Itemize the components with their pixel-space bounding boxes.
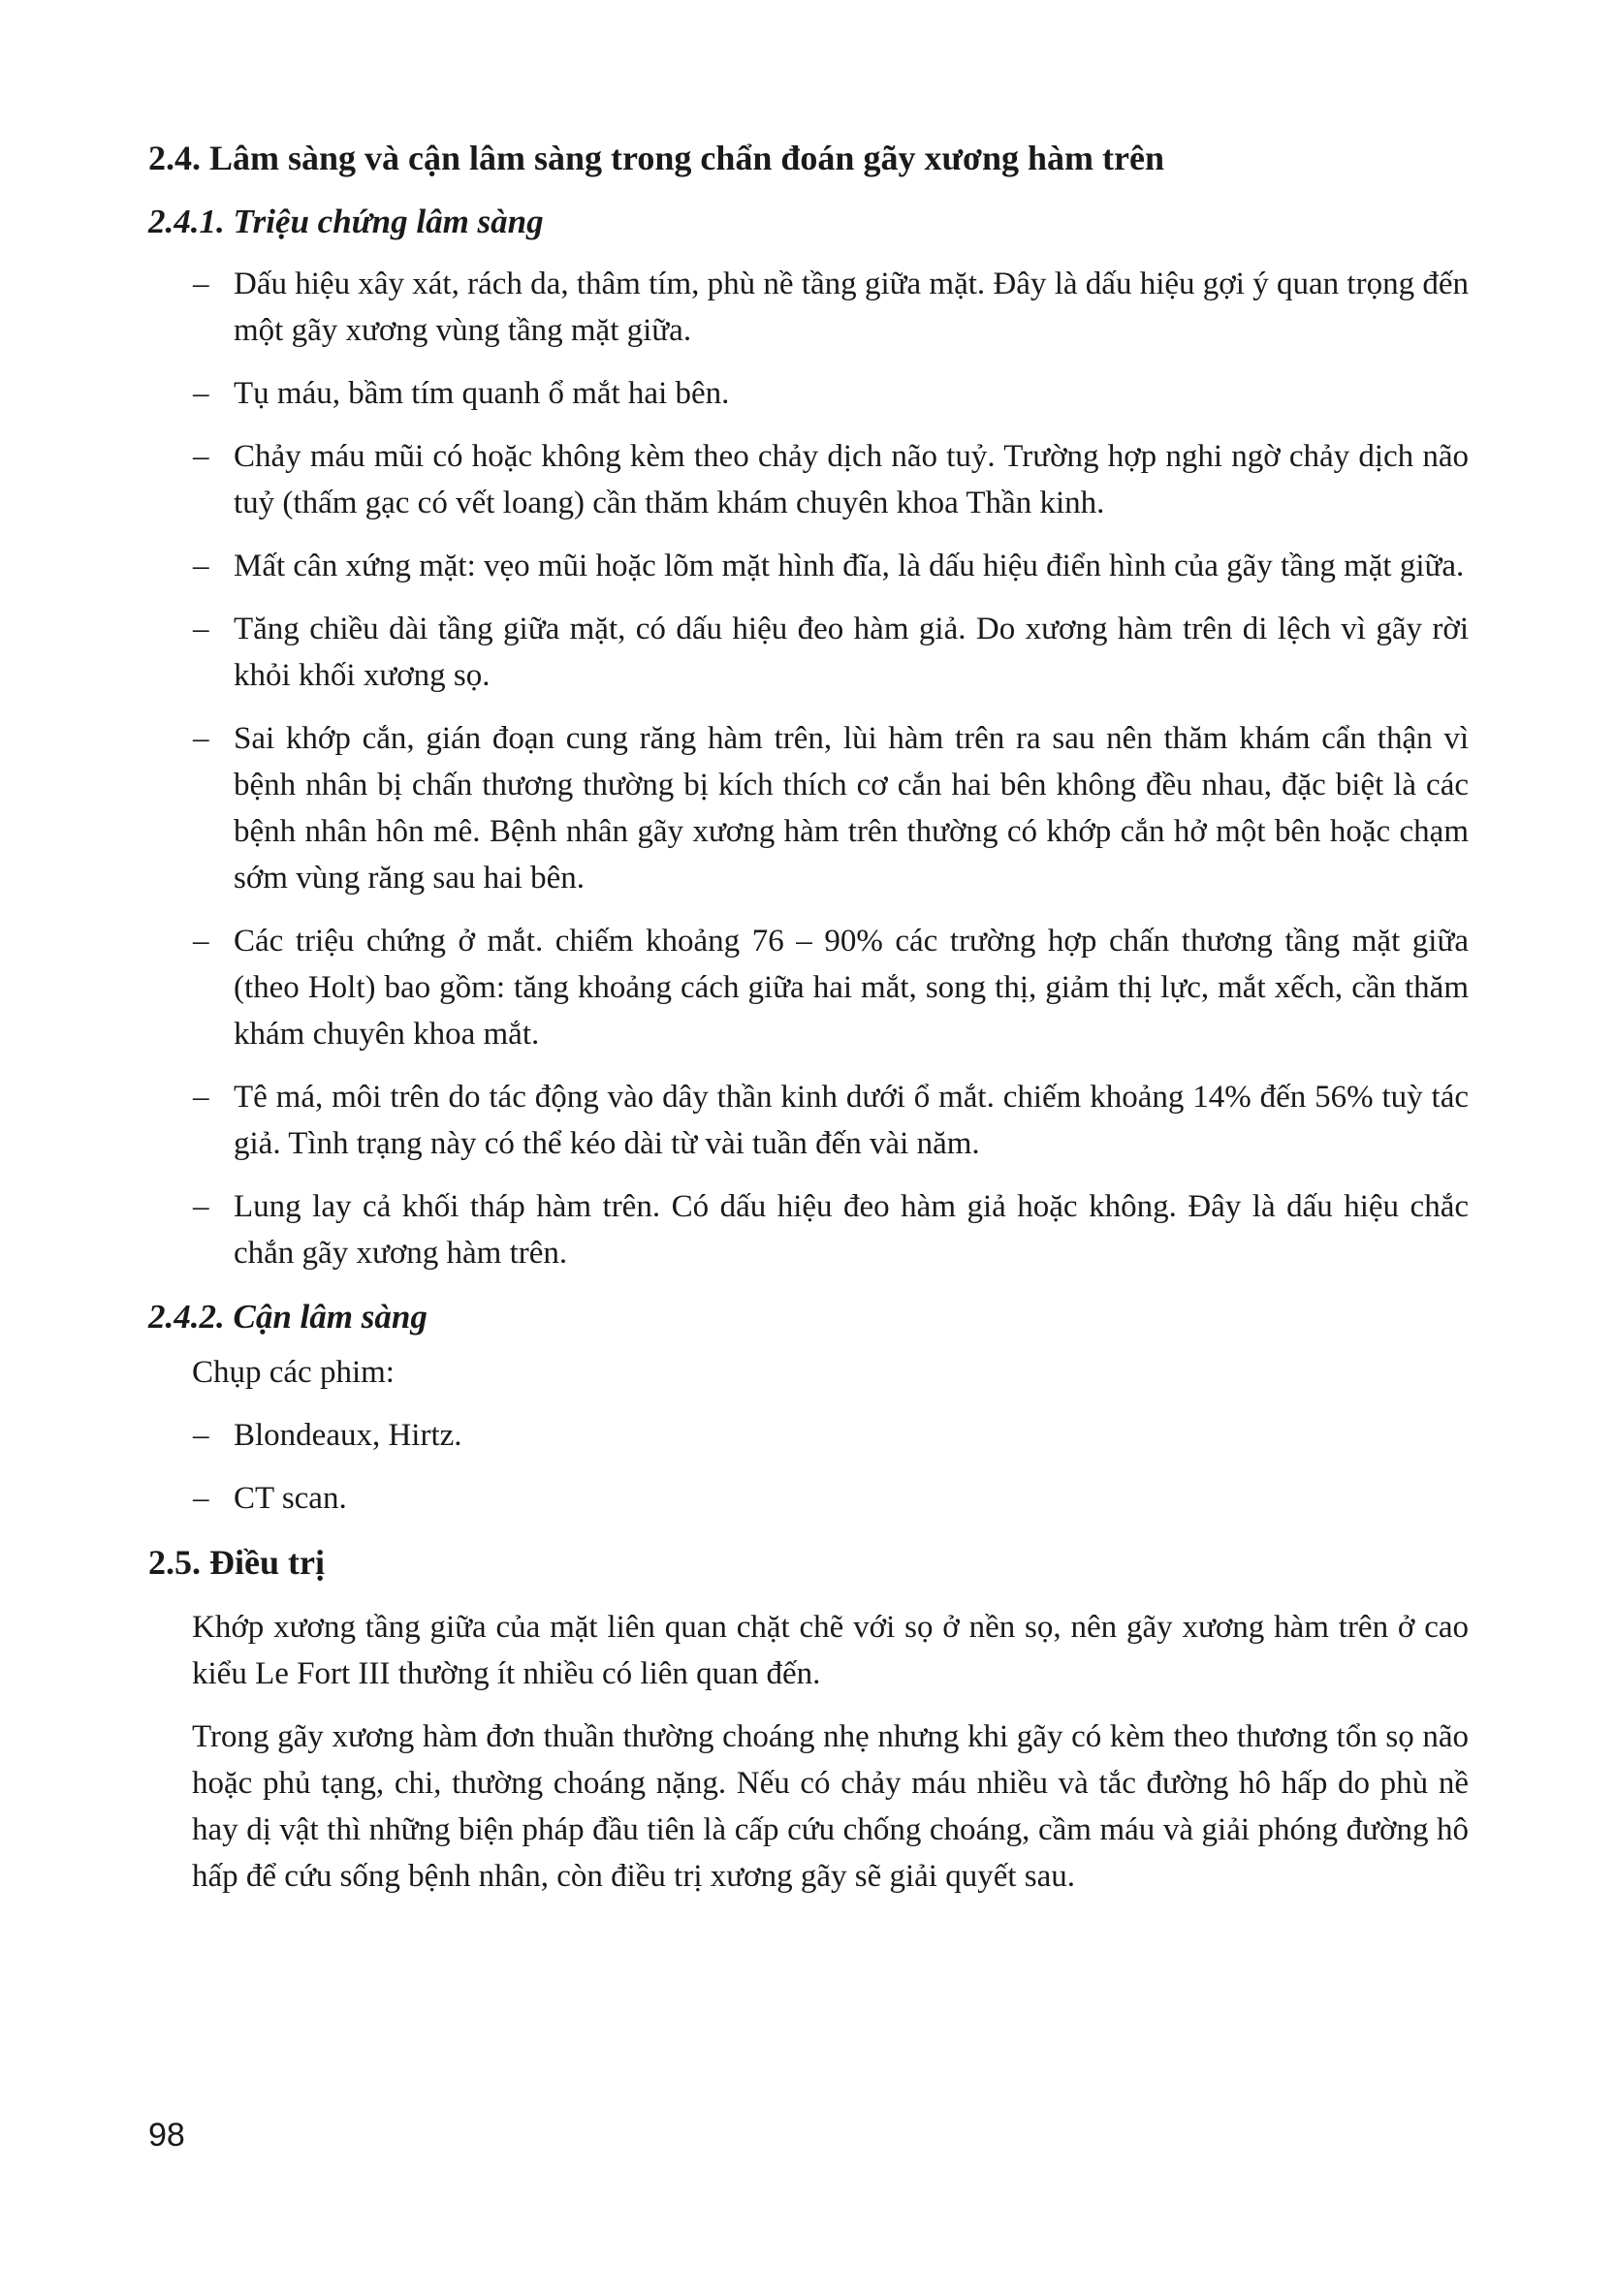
list-item-text: Các triệu chứng ở mắt. chiếm khoảng 76 – 90% các trường hợp chấn thương tầng mặt giữa (theo Holt) bao gồm: tăng khoảng cách giữa hai mắt, song thị, giảm thị lực, mắt xếch, cần thăm khám chuyên khoa mắt. [234,924,1469,1052]
list-item [148,1074,1469,1167]
list-item-text: Blondeaux, Hirtz. [234,1418,462,1453]
list-item-text: Tụ máu, bầm tím quanh ổ mắt hai bên. [234,376,730,411]
list-item [148,370,1469,417]
list-item-text: Sai khớp cắn, gián đoạn cung răng hàm trên, lùi hàm trên ra sau nên thăm khám cẩn thận vì bệnh nhân bị chấn thương thường bị kích thích cơ cắn hai bên không đều nhau, đặc biệt là các bệnh nhân hôn mê. Bệnh nhân gãy xương hàm trên thường có khớp cắn hở một bên hoặc chạm sớm vùng răng sau hai bên. [234,721,1469,896]
subsection-heading-2-4-2: 2.4.2. Cận lâm sàng [148,1298,428,1336]
list-item [148,1475,1469,1522]
treatment-paragraph: Trong gãy xương hàm đơn thuần thường choáng nhẹ nhưng khi gãy có kèm theo thương tổn sọ não hoặc phủ tạng, chi, thường choáng nặng. Nếu có chảy máu nhiều và tắc đường hô hấp do phù nề hay dị vật thì những biện pháp đầu tiên là cấp cứu chống choáng, cầm máu và giải phóng đường hô hấp để cứu sống bệnh nhân, còn điều trị xương gãy sẽ giải quyết sau. [192,1719,1469,1894]
list-item-text: CT scan. [234,1481,347,1516]
list-item [148,1412,1469,1459]
bullet-dash: – [193,1189,209,1224]
list-item-text: Dấu hiệu xây xát, rách da, thâm tím, phù nề tầng giữa mặt. Đây là dấu hiệu gợi ý quan trọng đến một gãy xương vùng tầng mặt giữa. [234,267,1469,348]
list-item-text: Mất cân xứng mặt: vẹo mũi hoặc lõm mặt hình đĩa, là dấu hiệu điển hình của gãy tầng mặt giữa. [234,549,1465,583]
page-content [148,134,1469,1916]
subsection-heading-2-4-1: 2.4.1. Triệu chứng lâm sàng [148,203,544,240]
bullet-dash: – [193,1481,209,1516]
list-item-text: Tê má, môi trên do tác động vào dây thần kinh dưới ổ mắt. chiếm khoảng 14% đến 56% tuỳ tác giả. Tình trạng này có thể kéo dài từ vài tuần đến vài năm. [234,1080,1469,1161]
bullet-dash: – [193,549,209,583]
list-item-text: Chảy máu mũi có hoặc không kèm theo chảy dịch não tuỷ. Trường hợp nghi ngờ chảy dịch não tuỷ (thấm gạc có vết loang) cần thăm khám chuyên khoa Thần kinh. [234,439,1469,520]
clinical-symptoms-list [148,261,1469,1276]
list-item-text: Tăng chiều dài tầng giữa mặt, có dấu hiệu đeo hàm giả. Do xương hàm trên di lệch vì gãy rời khỏi khối xương sọ. [234,612,1469,693]
list-item [148,543,1469,589]
list-item [148,606,1469,699]
list-item [148,715,1469,901]
section-heading-2-4: 2.4. Lâm sàng và cận lâm sàng trong chẩn đoán gãy xương hàm trên [148,139,1164,177]
bullet-dash: – [193,1080,209,1115]
page-number: 98 [148,2117,185,2154]
bullet-dash: – [193,721,209,756]
section-heading-2-5: 2.5. Điều trị [148,1543,325,1582]
list-item [148,433,1469,526]
list-item [148,1183,1469,1276]
imaging-list [148,1412,1469,1522]
list-item-text: Lung lay cả khối tháp hàm trên. Có dấu hiệu đeo hàm giả hoặc không. Đây là dấu hiệu chắc chắn gãy xương hàm trên. [234,1189,1469,1271]
bullet-dash: – [193,267,209,301]
imaging-intro-text: Chụp các phim: [192,1355,395,1390]
list-item [148,261,1469,354]
bullet-dash: – [193,924,209,959]
bullet-dash: – [193,612,209,646]
treatment-paragraph: Khớp xương tầng giữa của mặt liên quan chặt chẽ với sọ ở nền sọ, nên gãy xương hàm trên ở cao kiểu Le Fort III thường ít nhiều có liên quan đến. [192,1610,1469,1691]
bullet-dash: – [193,1418,209,1453]
bullet-dash: – [193,439,209,474]
list-item [148,918,1469,1057]
bullet-dash: – [193,376,209,411]
